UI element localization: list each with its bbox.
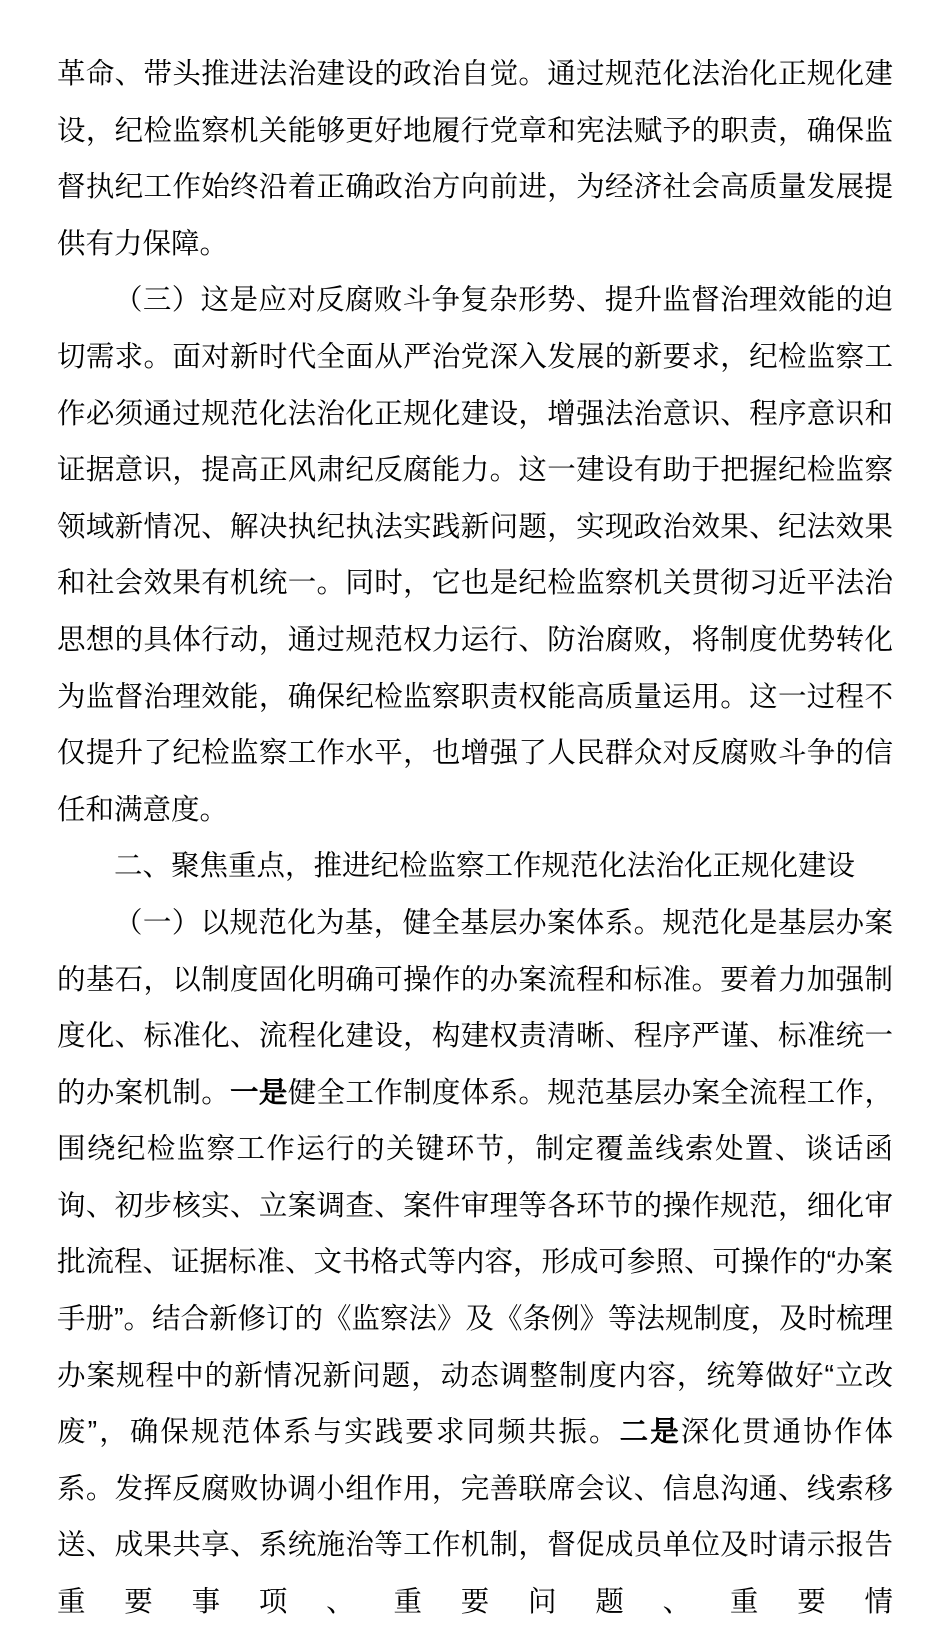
text-run: （三）这是应对反腐败斗争复杂形势、提升监督治理效能的迫切需求。面对新时代全面从严治党深入发展的新要求，纪检监察工作必须通过规范化法治化正规化建设，增强法治意识、程序意识和证据意识，提高正风肃纪反腐能力。这一建设有助于把握纪检监察领域新情况、解决执纪执法实践新问题，实现政治效果、纪法效果和社会效果有机统一。同时，它也是纪检监察机关贯彻习近平法治思想的具体行动，通过规范权力运行、防治腐败，将制度优势转化为监督治理效能，确保纪检监察职责权能高质量运用。这一过程不仅提升了纪检监察工作水平，也增强了人民群众对反腐败斗争的信任和满意度。 xyxy=(57,284,893,826)
document-body xyxy=(57,46,893,1631)
emphasis-first-point: 一是 xyxy=(230,1076,288,1109)
heading-text: 二、聚焦重点，推进纪检监察工作规范化法治化正规化建设 xyxy=(114,850,856,883)
text-run: 革命、带头推进法治建设的政治自觉。通过规范化法治化正规化建设，纪检监察机关能够更好地履行党章和宪法赋予的职责，确保监督执纪工作始终沿着正确政治方向前进，为经济社会高质量发展提供有力保障。 xyxy=(57,58,893,260)
paragraph-item-three xyxy=(57,272,893,838)
text-run: （一）以规范化为基，健全基层办案体系。规范化是基层办案的基石，以制度固化明确可操作的办案流程和标准。要着力加强制度化、标准化、流程化建设，构建权责清晰、程序严谨、标准统一的办案机制。 xyxy=(57,906,893,1109)
section-heading-two xyxy=(57,838,893,895)
paragraph-item-one xyxy=(57,895,893,1631)
text-run: 深化贯通协作体系。发挥反腐败协调小组作用，完善联席会议、信息沟通、线索移送、成果共享、系统施治等工作机制，督促成员单位及时请示报告重要事项、重要问题、重要情 xyxy=(57,1416,893,1619)
text-run: 健全工作制度体系。规范基层办案全流程工作，围绕纪检监察工作运行的关键环节，制定覆盖线索处置、谈话函询、初步核实、立案调查、案件审理等各环节的操作规范，细化审批流程、证据标准、文书格式等内容，形成可参照、可操作的“办案手册”。结合新修订的《监察法》及《条例》等法规制度，及时梳理办案规程中的新情况新问题，动态调整制度内容，统筹做好“立改废”，确保规范体系与实践要求同频共振。 xyxy=(57,1076,893,1449)
paragraph-continuation xyxy=(57,46,893,272)
emphasis-second-point: 二是 xyxy=(619,1416,681,1449)
